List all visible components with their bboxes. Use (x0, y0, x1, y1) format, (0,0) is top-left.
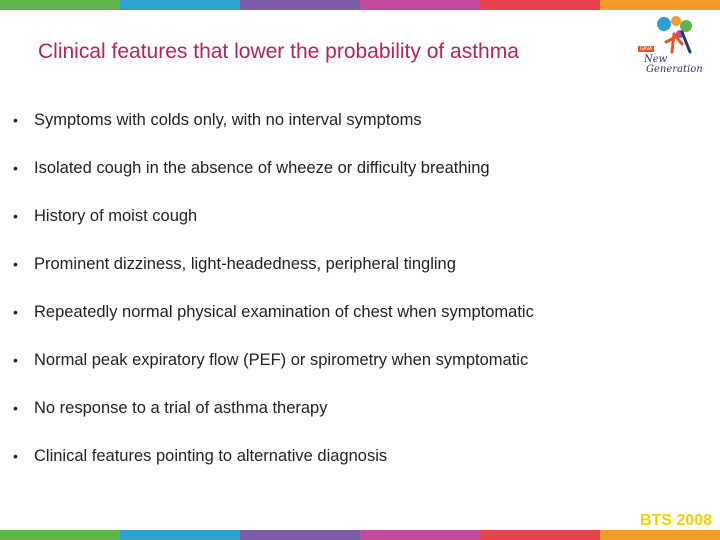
bullet-item (13, 240, 534, 288)
bullet-dot-icon: • (13, 400, 18, 416)
bullet-text: Clinical features pointing to alternative diagnosis (34, 446, 388, 465)
bullet-dot-icon: • (13, 304, 18, 320)
bullet-item (13, 336, 534, 384)
bullet-item (13, 96, 534, 144)
stripe-green (0, 0, 120, 10)
gina-logo (636, 12, 716, 76)
bullet-dot-icon: • (13, 112, 18, 128)
logo-tag: GINA (640, 46, 653, 52)
logo-text-generation: Generation (646, 64, 703, 75)
bullet-item (13, 288, 534, 336)
stripe-blue (120, 0, 240, 10)
stripe-magenta (360, 0, 480, 10)
footer-watermark: BTS 2008 (639, 512, 712, 529)
bullet-text: History of moist cough (34, 206, 198, 225)
bullet-dot-icon: • (13, 448, 18, 464)
bullet-item (13, 192, 534, 240)
bullet-text: Normal peak expiratory flow (PEF) or spirometry when symptomatic (34, 350, 529, 369)
bullet-text: Isolated cough in the absence of wheeze or difficulty breathing (34, 158, 490, 177)
bottom-color-stripe (0, 530, 720, 540)
stripe-orange (600, 0, 720, 10)
stripe-orange (600, 530, 720, 540)
logo-text-new: New (644, 54, 668, 65)
bullet-text: No response to a trial of asthma therapy (34, 398, 328, 417)
stripe-green (0, 530, 120, 540)
slide-title: Clinical features that lower the probability of asthma (38, 40, 519, 63)
top-color-stripe (0, 0, 720, 10)
stripe-red (480, 0, 600, 10)
bullet-text: Symptoms with colds only, with no interval symptoms (34, 110, 422, 129)
bullet-dot-icon: • (13, 208, 18, 224)
bullet-item (13, 432, 534, 480)
bullet-dot-icon: • (13, 256, 18, 272)
bullet-dot-icon: • (13, 160, 18, 176)
stripe-red (480, 530, 600, 540)
stripe-purple (240, 530, 360, 540)
stripe-purple (240, 0, 360, 10)
bullet-dot-icon: • (13, 352, 18, 368)
stripe-blue (120, 530, 240, 540)
bullet-text: Prominent dizziness, light-headedness, peripheral tingling (34, 254, 456, 273)
bullet-list (13, 96, 534, 480)
bullet-item (13, 384, 534, 432)
stripe-magenta (360, 530, 480, 540)
bullet-item (13, 144, 534, 192)
bullet-text: Repeatedly normal physical examination of chest when symptomatic (34, 302, 534, 321)
